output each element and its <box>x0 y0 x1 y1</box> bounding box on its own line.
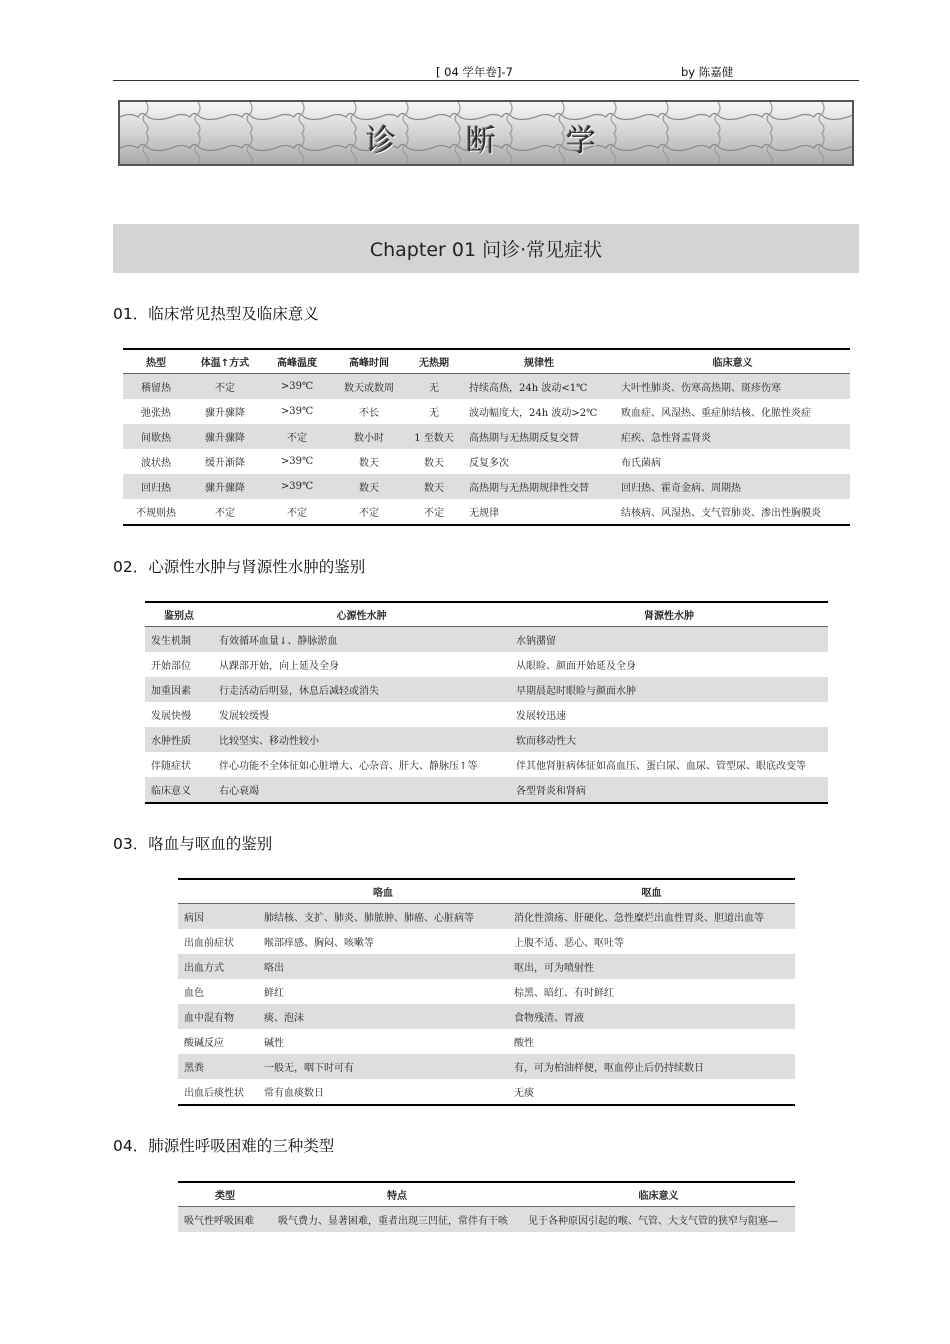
column-header: 高峰温度 <box>261 349 333 374</box>
table-row <box>145 627 828 653</box>
table-cell: 回归热 <box>123 474 189 499</box>
table-cell: 回归热、霍奇金病、周期热 <box>615 474 850 499</box>
table-row <box>123 424 850 449</box>
table-cell: 发展较缓慢 <box>219 711 269 722</box>
table-cell: 大叶性肺炎、伤寒高热期、斑疹伤寒 <box>615 374 850 400</box>
table-cell: >39℃ <box>280 456 314 467</box>
table-row <box>123 449 850 474</box>
table-row <box>145 777 828 803</box>
table-cell: 发生机制 <box>145 627 213 653</box>
table-cell: 上腹不适、恶心、呕吐等 <box>514 938 624 949</box>
table-cell: 不长 <box>359 408 379 419</box>
table-cell: 无痰 <box>514 1088 534 1099</box>
column-header: 高峰时间 <box>333 349 405 374</box>
table-cell: 骤升骤降 <box>189 424 261 449</box>
column-header: 热型 <box>123 349 189 374</box>
section-title-fever-types: 01．临床常见热型及临床意义 <box>113 305 319 323</box>
table-cell: 败血症、风湿热、重症肺结核、化脓性炎症 <box>621 408 811 419</box>
table-cell: 痰、泡沫 <box>258 1004 508 1029</box>
column-header: 规律性 <box>463 349 615 374</box>
table-cell: 无 <box>429 408 439 419</box>
table-cell: 开始部位 <box>151 661 191 672</box>
table-cell: 持续高热，24h 波动<1℃ <box>463 374 615 400</box>
table-cell: 呕出，可为喷射性 <box>508 954 795 979</box>
table-cell: 数天 <box>359 458 379 469</box>
table-cell: 行走活动后明显，休息后减轻或消失 <box>213 677 510 702</box>
table-cell: 发展较迅速 <box>516 711 566 722</box>
dyspnea-table <box>178 1181 795 1232</box>
column-header: 体温↑方式 <box>189 349 261 374</box>
table-cell: 高热期与无热期规律性交替 <box>463 474 615 499</box>
edema-table <box>145 601 828 804</box>
table-cell: 疟疾、急性肾盂肾炎 <box>615 424 850 449</box>
table-cell: 有，可为柏油样便，呕血停止后仍持续数日 <box>508 1054 795 1079</box>
table-cell: 出血前症状 <box>184 938 234 949</box>
table-cell: 不定 <box>424 508 444 519</box>
table-cell: 骤升骤降 <box>205 408 245 419</box>
table-cell: 不定 <box>287 508 307 519</box>
table-row <box>123 374 850 400</box>
table-cell: 消化性溃疡、肝硬化、急性糜烂出血性胃炎、胆道出血等 <box>508 904 795 930</box>
table-row <box>178 929 795 954</box>
table-cell: 一般无，咽下时可有 <box>258 1054 508 1079</box>
table-cell: 伴其他肾脏病体征如高血压、蛋白尿、血尿、管型尿、眼底改变等 <box>516 761 806 772</box>
table-row <box>178 1054 795 1079</box>
table-cell: 数天 <box>424 458 444 469</box>
table-cell: 吸气性呼吸困难 <box>178 1207 272 1233</box>
table-cell: 不规则热 <box>136 508 176 519</box>
table-cell: 常有血痰数日 <box>264 1088 324 1099</box>
table-cell: 病因 <box>178 904 258 930</box>
table-cell: >39℃ <box>261 474 333 499</box>
table-cell: 肺结核、支扩、肺炎、肺脓肿、肺癌、心脏病等 <box>258 904 508 930</box>
table-cell: 出血后痰性状 <box>184 1088 244 1099</box>
table-cell: 不定 <box>189 374 261 400</box>
table-cell: 伴心功能不全体征如心脏增大、心杂音、肝大、静脉压↑等 <box>219 761 478 772</box>
column-header: 类型 <box>178 1182 272 1207</box>
table-row <box>145 752 828 777</box>
title-banner <box>118 100 854 166</box>
table-cell: 水钠潴留 <box>510 627 828 653</box>
column-header: 临床意义 <box>522 1182 795 1207</box>
table-cell: 1 至数天 <box>405 424 463 449</box>
table-cell: 间歇热 <box>123 424 189 449</box>
table-row <box>145 652 828 677</box>
table-cell: 不定 <box>215 508 235 519</box>
table-row <box>123 474 850 499</box>
table-cell: 稽留热 <box>123 374 189 400</box>
table-cell: 见于各种原因引起的喉、气管、大支气管的狭窄与阻塞— <box>522 1207 795 1233</box>
table-cell: 反复多次 <box>469 458 509 469</box>
table-cell: 血中混有物 <box>178 1004 258 1029</box>
table-cell: 棕黑、暗红、有时鲜红 <box>514 988 614 999</box>
table-row <box>178 904 795 930</box>
column-header <box>178 879 258 904</box>
table-row <box>123 499 850 525</box>
table-cell: 有效循环血量↓、静脉淤血 <box>213 627 510 653</box>
table-row <box>178 1029 795 1054</box>
table-cell: 数天或数周 <box>333 374 405 400</box>
table-row <box>145 727 828 752</box>
table-row <box>123 399 850 424</box>
table-header-row <box>123 349 850 374</box>
table-cell: 各型肾炎和肾病 <box>510 777 828 803</box>
table-cell: 食物残渣、胃液 <box>508 1004 795 1029</box>
column-header: 临床意义 <box>615 349 850 374</box>
table-cell: 喉部痒感、胸闷、咳嗽等 <box>264 938 374 949</box>
table-row <box>178 1079 795 1105</box>
section-title-dyspnea: 04．肺源性呼吸困难的三种类型 <box>113 1137 335 1155</box>
table-cell: 波动幅度大，24h 波动>2℃ <box>469 408 598 419</box>
table-cell: 从眼睑、颜面开始延及全身 <box>516 661 636 672</box>
table-cell: 无 <box>405 374 463 400</box>
table-cell: 不定 <box>261 424 333 449</box>
table-cell: 软而移动性大 <box>510 727 828 752</box>
table-cell: 结核病、风湿热、支气管肺炎、渗出性胸膜炎 <box>621 508 821 519</box>
column-header: 鉴别点 <box>145 602 213 627</box>
header-code: [ 04 学年卷]-7 <box>436 65 513 79</box>
table-cell: 早期晨起时眼睑与颜面水肿 <box>510 677 828 702</box>
table-cell: 高热期与无热期反复交替 <box>463 424 615 449</box>
chapter-heading <box>113 224 859 273</box>
table-cell: 黑粪 <box>178 1054 258 1079</box>
column-header: 咯血 <box>258 879 508 904</box>
table-cell: 布氏菌病 <box>621 458 661 469</box>
table-cell: 吸气费力、显著困难，重者出现三凹征，常伴有干咳 <box>272 1207 522 1233</box>
table-cell: 数小时 <box>333 424 405 449</box>
table-cell: 比较坚实、移动性较小 <box>213 727 510 752</box>
table-cell: 酸性 <box>514 1038 534 1049</box>
table-cell: 发展快慢 <box>151 711 191 722</box>
table-cell: >39℃ <box>280 406 314 417</box>
column-header: 特点 <box>272 1182 522 1207</box>
table-cell: 右心衰竭 <box>213 777 510 803</box>
column-header: 无热期 <box>405 349 463 374</box>
banner-title: 诊断学 <box>366 124 666 159</box>
table-cell: 缓升渐降 <box>205 458 245 469</box>
table-cell: 弛张热 <box>141 408 171 419</box>
table-cell: 不定 <box>359 508 379 519</box>
column-header: 心源性水肿 <box>213 602 510 627</box>
section-title-edema: 02．心源性水肿与肾源性水肿的鉴别 <box>113 558 366 576</box>
table-row <box>145 702 828 727</box>
table-cell: 出血方式 <box>178 954 258 979</box>
table-cell: 血色 <box>184 988 204 999</box>
table-cell: 鲜红 <box>264 988 284 999</box>
column-header: 呕血 <box>508 879 795 904</box>
table-cell: 无规律 <box>469 508 499 519</box>
table-row <box>178 979 795 1004</box>
table-cell: 伴随症状 <box>151 761 191 772</box>
table-row <box>178 1004 795 1029</box>
table-row <box>178 954 795 979</box>
hemoptysis-table <box>178 878 795 1106</box>
table-cell: 数天 <box>405 474 463 499</box>
table-cell: 加重因素 <box>145 677 213 702</box>
table-cell: 水肿性质 <box>145 727 213 752</box>
header-author: by 陈嘉健 <box>681 65 734 79</box>
table-header-row <box>178 879 795 904</box>
table-row <box>178 1207 795 1233</box>
table-cell: 骤升骤降 <box>189 474 261 499</box>
header-divider <box>113 80 859 81</box>
fever-types-table <box>123 348 850 526</box>
table-cell: 从踝部开始，向上延及全身 <box>219 661 339 672</box>
table-cell: 碱性 <box>264 1038 284 1049</box>
column-header: 肾源性水肿 <box>510 602 828 627</box>
table-cell: 酸碱反应 <box>184 1038 224 1049</box>
section-title-hemoptysis: 03．咯血与呕血的鉴别 <box>113 835 273 853</box>
table-cell: >39℃ <box>261 374 333 400</box>
table-cell: 波状热 <box>141 458 171 469</box>
table-header-row <box>145 602 828 627</box>
table-cell: 数天 <box>333 474 405 499</box>
table-cell: 咯出 <box>258 954 508 979</box>
table-row <box>145 677 828 702</box>
table-header-row <box>178 1182 795 1207</box>
table-cell: 临床意义 <box>145 777 213 803</box>
chapter-title: Chapter 01 问诊·常见症状 <box>369 239 603 261</box>
